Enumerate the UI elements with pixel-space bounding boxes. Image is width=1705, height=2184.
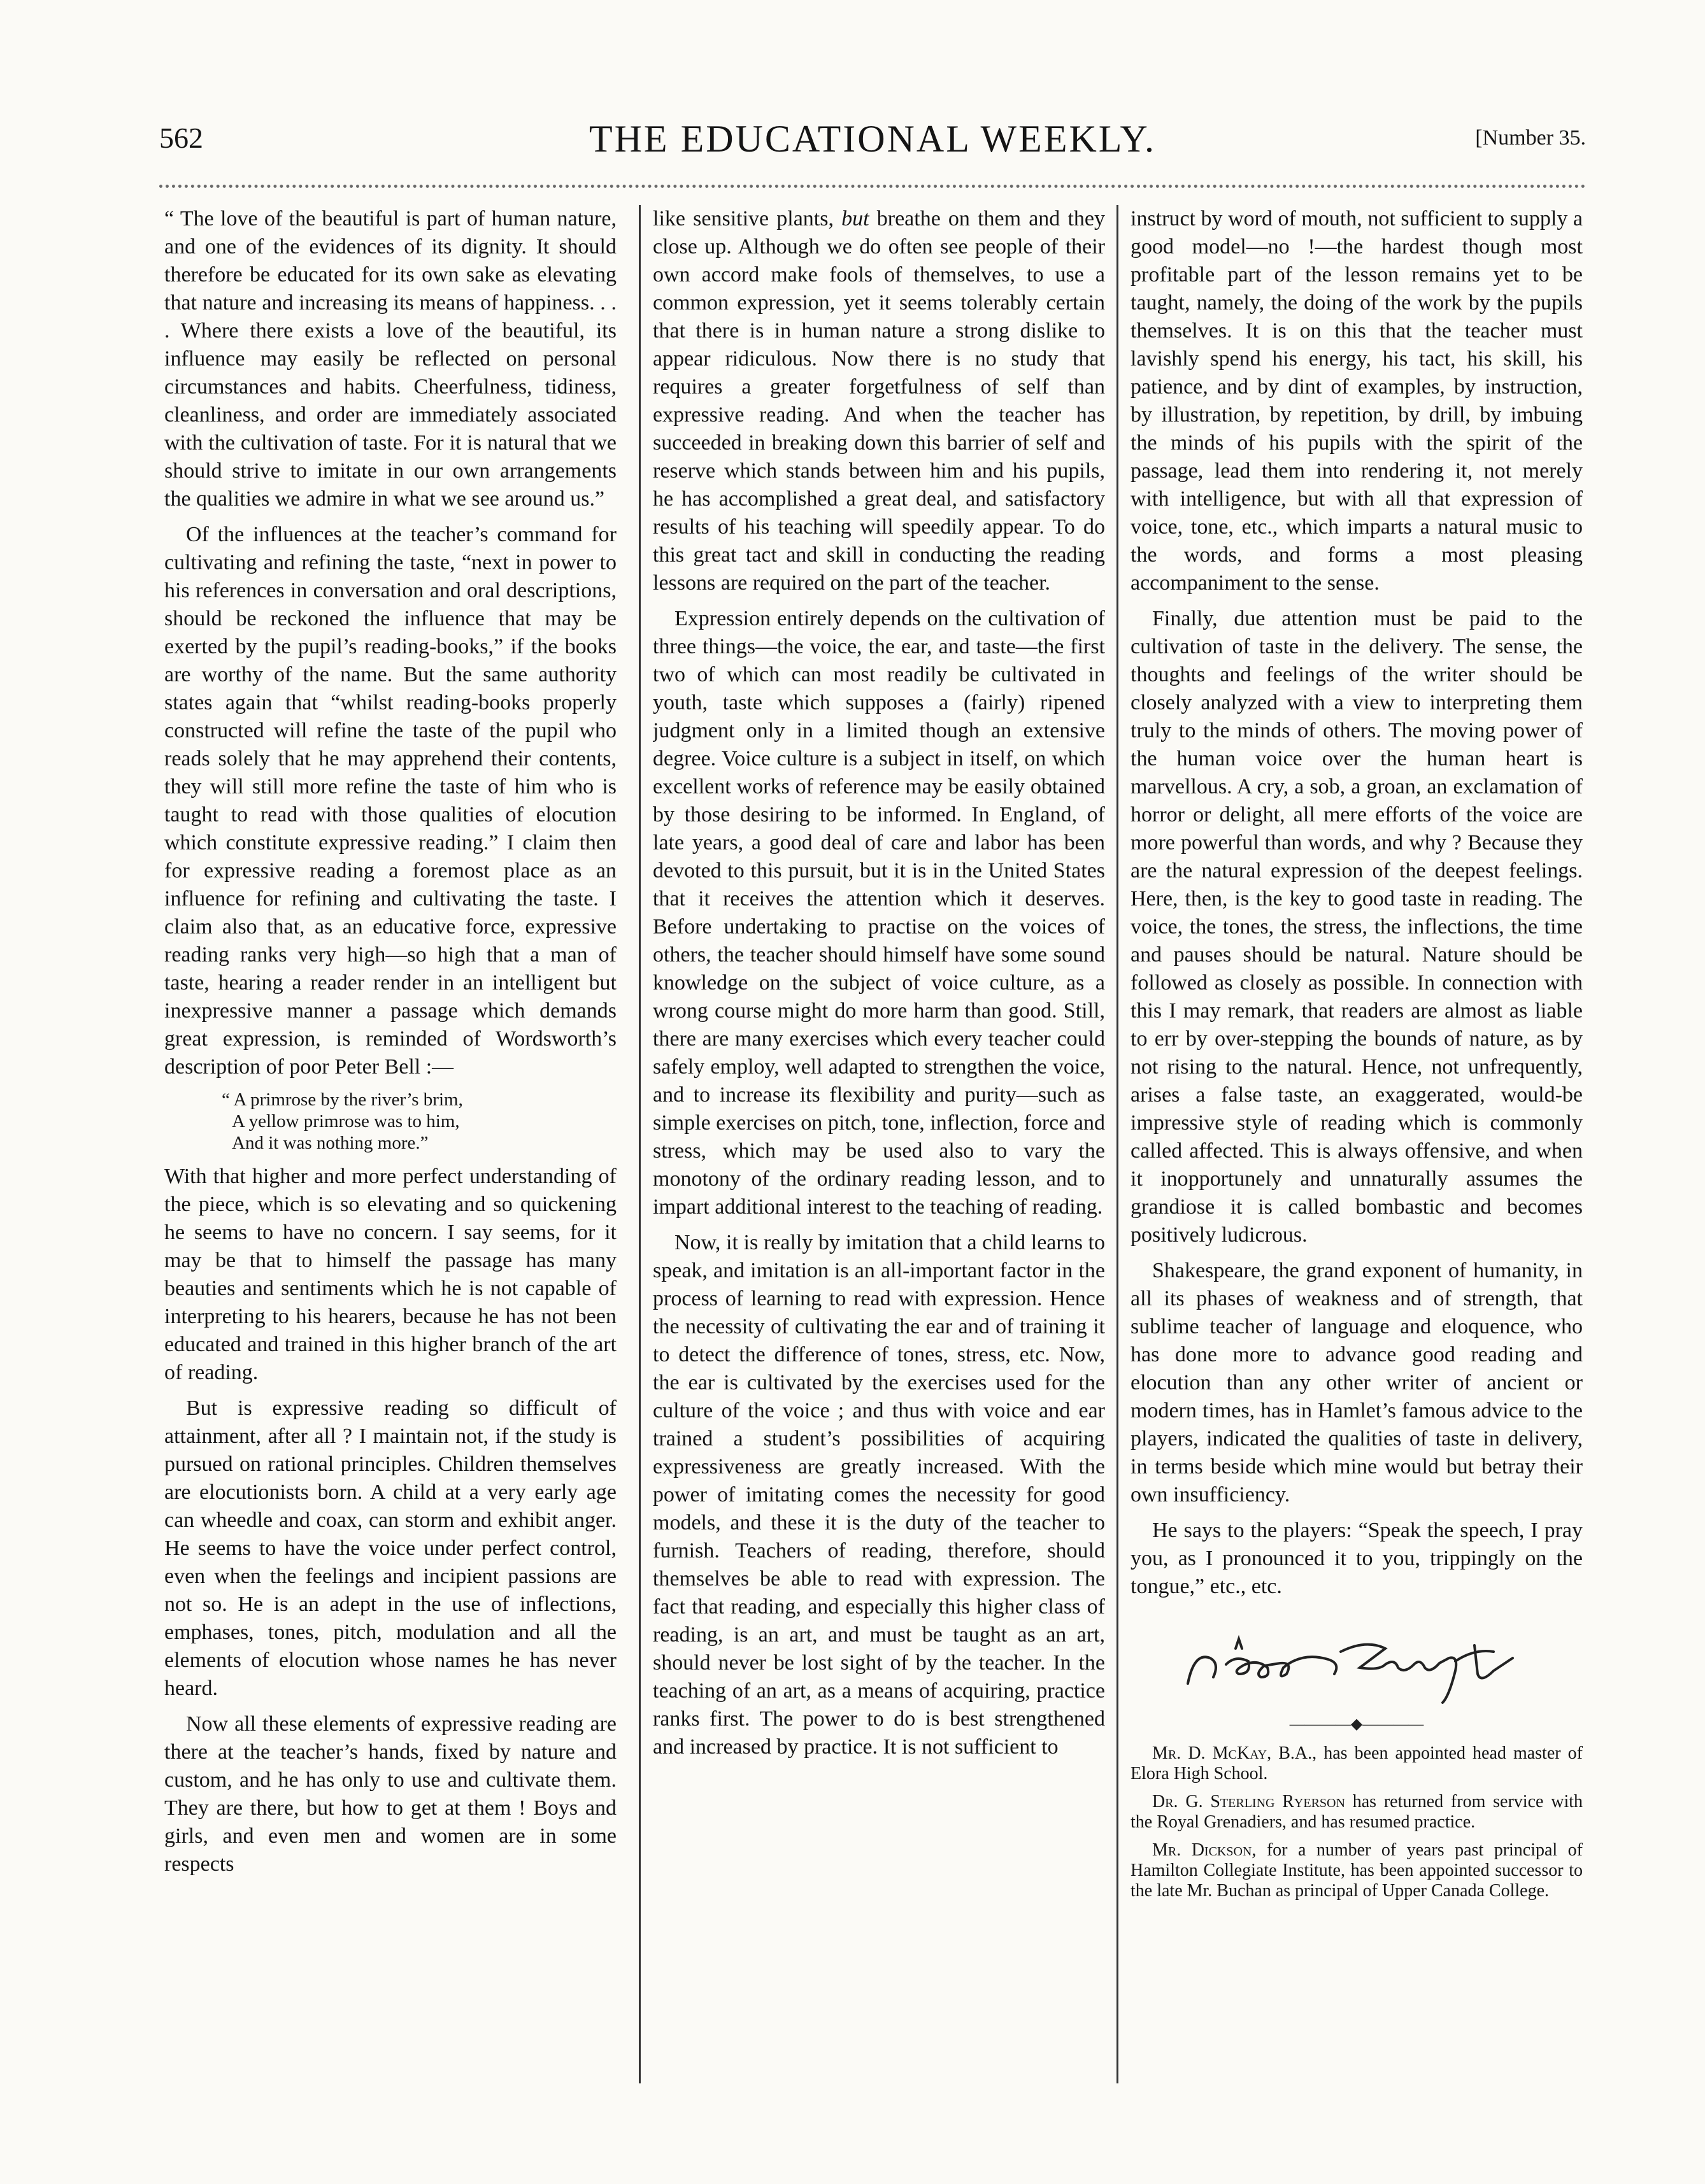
paragraph: With that higher and more perfect understanding of the piece, which is so elevating and so quickening he seems to have no concern. I say seems, for it may be that to himself the passage has many beauties and sentiments which he is not capable of interpreting to his hearers, because he has not been educated and trained in this higher branch of the art of reading. xyxy=(164,1165,617,1384)
note-name: Mr. D. McKay, B.A., xyxy=(1152,1743,1317,1763)
column-divider xyxy=(639,205,641,2083)
journal-title: THE EDUCATIONAL WEEKLY. xyxy=(589,118,1157,160)
page-header xyxy=(159,118,1586,172)
poem-quote xyxy=(222,1089,617,1154)
handwritten-signature xyxy=(1175,1613,1532,1709)
column-3 xyxy=(1131,205,1583,2077)
paragraph xyxy=(653,205,1105,597)
issue-number: [Number 35. xyxy=(1475,126,1586,150)
news-note xyxy=(1131,1743,1583,1784)
poem-line: A yellow primrose was to him, xyxy=(232,1111,460,1131)
paragraph: Shakespeare, the grand exponent of humanity, in all its phases of weakness and of strength, that sublime teacher of language and eloquence, who has done more to advance good reading and elocution than any other writer of ancient or modern times, has in Hamlet’s famous advice to the players, indicated the qualities of taste in delivery, in terms beside which mine would but betray their own insufficiency. xyxy=(1131,1259,1583,1507)
note-text: has been appointed head master of Elora High School. xyxy=(1131,1743,1583,1783)
note-text: has returned from service with the Royal Grenadiers, and has resumed practice. xyxy=(1131,1792,1583,1832)
note-name: Dr. G. Sterling Ryerson xyxy=(1152,1792,1345,1812)
news-note xyxy=(1131,1792,1583,1833)
note-text: for a number of years past principal of Hamilton Collegiate Institute, has been appointed successor to the late Mr. Buchan as principal of Upper Canada College. xyxy=(1131,1840,1583,1901)
paragraph: Finally, due attention must be paid to the cultivation of taste in the delivery. The sense, the thoughts and feelings of the writer should be closely analyzed with a view to interpreting them truly to the minds of others. The moving power of the human voice over the human heart is marvellous. A cry, a sob, a groan, an exclamation of horror or delight, all mere efforts of the voice are more powerful than words, and why ? Because they are the natural expression of the deepest feelings. Here, then, is the key to good taste in reading. The voice, the tones, the stress, the inflections, the time and pauses should be natural. Nature should be followed as closely as possible. In connection with this I may remark, that readers are almost as liable to err by over-stepping the bounds of nature, as by not rising to the natural. Hence, not unfrequently, arises a false taste, an exaggerated, would-be impressive style of reading which is commonly called affected. This is always offensive, and when it inopportunely and unnaturally assumes the grandiose it is called bombastic and becomes positively ludicrous. xyxy=(1131,607,1583,1247)
paragraph: Now, it is really by imitation that a child learns to speak, and imitation is an all-important factor in the process of learning to read with expression. Hence the necessity of cultivating the ear and of training it to detect the difference of tones, stress, etc. Now, the ear is cultivated by the exercises used for the culture of the voice ; and thus with voice and ear trained a student’s possibilities of acquiring expressiveness are greatly increased. With the power of imitating comes the necessity for good models, and these it is the duty of the teacher to furnish. Teachers of reading, therefore, should themselves be able to read with expression. The fact that reading, and especially this higher class of reading, is an art, and must be taught as an art, should never be lost sight of by the teacher. In the teaching of an art, as a means of acquiring, practice ranks first. The power to do is best strengthened and increased by practice. It is not sufficient to xyxy=(653,1231,1105,1759)
column-divider xyxy=(1116,205,1118,2083)
poem-line: And it was nothing more.” xyxy=(232,1133,429,1153)
paragraph: Expression entirely depends on the cultivation of three things—the voice, the ear, and taste—the first two of which can most readily be cultivated in youth, taste which supposes a (fairly) ripened judgment only in a limited though an extensive degree. Voice culture is a subject in itself, on which excellent works of reference may be easily obtained by those desiring to be informed. In England, of late years, a good deal of care and labor has been devoted to this pursuit, but it is in the United States that it receives the attention which it deserves. Before undertaking to practise on the voices of others, the teacher should himself have some sound knowledge on the subject of voice culture, as a wrong course might do more harm than good. Still, there are many exercises which every teacher could safely employ, well adapted to strengthen the voice, and to increase its flexibility and purity—such as simple exercises on pitch, tone, inflection, force and stress, which may be used also to vary the monotony of the ordinary reading lesson, and to impart additional interest to the teaching of reading. xyxy=(653,607,1105,1219)
header-rule xyxy=(159,185,1586,188)
section-divider: ————◆———— xyxy=(1289,1716,1424,1733)
text-span: breathe on them and they close up. Although we do often see people of their own accord make fools of themselves, to use a common expression, yet it seems tolerably certain that there is in human nature a strong dislike to appear ridiculous. Now there is no study that requires a greater forgetfulness of self than expressive reading. And when the teacher has succeeded in breaking down this barrier of self and reserve which stands between him and his pupils, he has accomplished a great deal, and satisfactory results of his teaching will speedily appear. To do this great tact and skill in conducting the reading lessons are required on the part of the teacher. xyxy=(653,207,1105,595)
paragraph: instruct by word of mouth, not sufficient to supply a good model—no !—the hardest though most profitable part of the lesson remains yet to be taught, namely, the doing of the work by the pupils themselves. It is on this that the teacher must lavishly spend his energy, his tact, his skill, his patience, and by dint of examples, by instruction, by illustration, by repetition, by drill, by imbuing the minds of his pupils with the spirit of the passage, lead them into rendering it, not merely with intelligence, but with all that expression of voice, tone, etc., which imparts a natural music to the words, and forms a most pleasing accompaniment to the sense. xyxy=(1131,207,1583,595)
paragraph: Of the influences at the teacher’s command for cultivating and refining the taste, “next in power to his references in conversation and oral descriptions, should be reckoned the influence that may be exerted by the pupil’s reading-books,” if the books are worthy of the name. But the same authority states again that “whilst reading-books properly constructed will refine the taste of the pupil who reads solely that he may apprehend their contents, they will still more refine the taste of him who is taught to read with those qualities of elocution which constitute expressive reading.” I claim then for expressive reading a foremost place as an influence for refining and cultivating the taste. I claim also that, as an educative force, expressive reading ranks very high—so high that a man of taste, hearing a reader render in an intelligent but inexpressive manner a passage which demands great expression, is reminded of Wordsworth’s description of poor Peter Bell :— xyxy=(164,523,617,1079)
paragraph: He says to the players: “Speak the speech, I pray you, as I pronounced it to you, trippingly on the tongue,” etc., etc. xyxy=(1131,1519,1583,1598)
paragraph: “ The love of the beautiful is part of human nature, and one of the evidences of its dignity. It should therefore be educated for its own sake as elevating that nature and increasing its means of happiness. . . . Where there exists a love of the beautiful, its influence may easily be reflected on personal circumstances and habits. Cheerfulness, tidiness, cleanliness, and order are immediately associated with the cultivation of taste. For it is natural that we should strive to imitate in our own arrangements the qualities we admire in what we see around us.” xyxy=(164,207,617,511)
paragraph: Now all these elements of expressive reading are there at the teacher’s hands, fixed by nature and custom, and he has only to use and cultivate them. They are there, but how to get at them ! Boys and girls, and even men and women are in some respects xyxy=(164,1712,617,1876)
column-1 xyxy=(164,205,617,2077)
column-2 xyxy=(653,205,1105,2077)
poem-line: “ A primrose by the river’s brim, xyxy=(222,1089,463,1110)
news-note xyxy=(1131,1840,1583,1901)
paragraph: But is expressive reading so difficult of attainment, after all ? I maintain not, if the study is pursued on rational principles. Children themselves are elocutionists born. A child at a very early age can wheedle and coax, can storm and exhibit anger. He seems to have the voice under perfect control, even when the feelings and incipient passions are not so. He is an adept in the use of inflections, emphases, tones, pitch, modulation and all the elements of elocution whose names he has never heard. xyxy=(164,1396,617,1700)
emphasis: but xyxy=(841,207,869,230)
text-span: like sensitive plants, xyxy=(653,207,842,230)
note-name: Mr. Dickson, xyxy=(1152,1840,1257,1860)
page-number: 562 xyxy=(159,122,203,154)
